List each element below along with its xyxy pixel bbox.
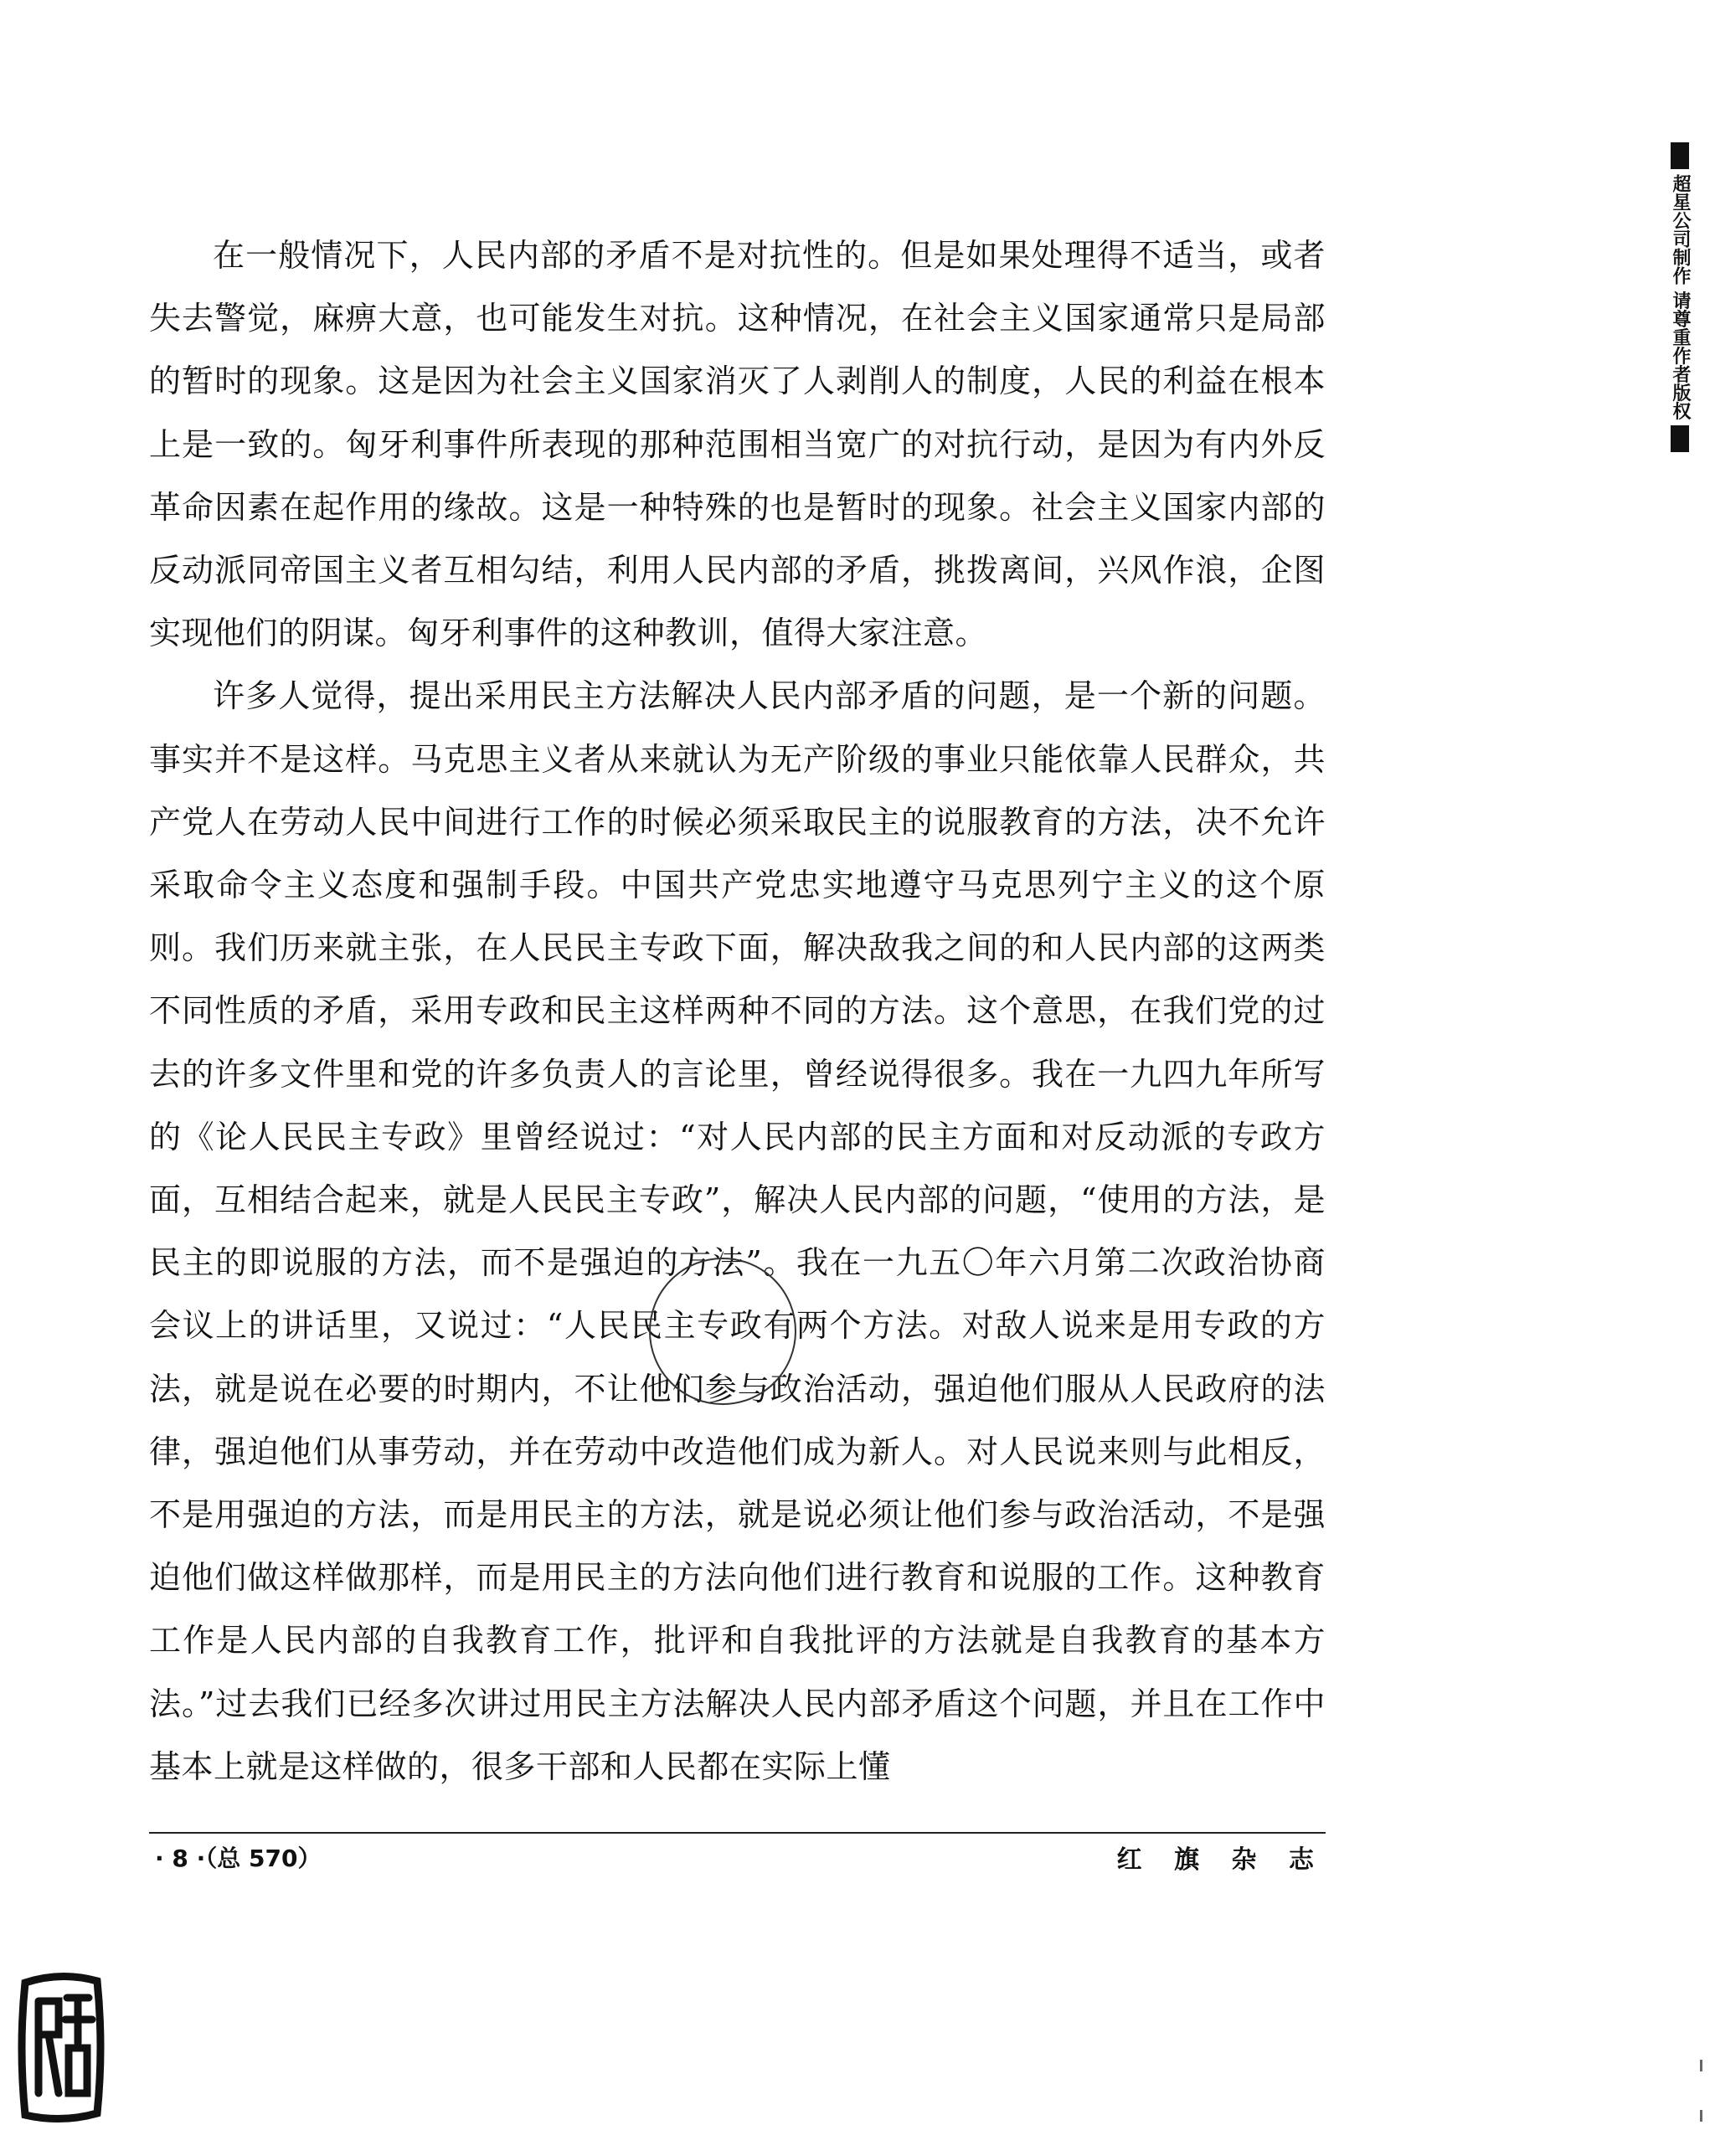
- copyright-notice: 超星公司制作 请尊重作者版权: [1670, 174, 1691, 420]
- copyright-side-strip: [1669, 142, 1691, 452]
- journal-name: 红 旗 杂 志: [1116, 1845, 1326, 1875]
- paragraph-2: 许多人觉得，提出采用民主方法解决人民内部矛盾的问题，是一个新的问题。事实并不是这样。马克思主义者从来就认为无产阶级的事业只能依靠人民群众，共产党人在劳动人民中间进行工作的时候必须采取民主的说服教育的方法，决不允许采取命令主义态度和强制手段。中国共产党忠实地遵守马克思列宁主义的这个原则。我们历来就主张，在人民民主专政下面，解决敌我之间的和人民内部的这两类不同性质的矛盾，采用专政和民主这样两种不同的方法。这个意思，在我们党的过去的许多文件里和党的许多负责人的言论里，曾经说得很多。我在一九四九年所写的《论人民民主专政》里曾经说过：“对人民内部的民主方面和对反动派的专政方面，互相结合起来，就是人民民主专政”，解决人民内部的问题，“使用的方法，是民主的即说服的方法，而不是强迫的方法”。我在一九五〇年六月第二次政治协商会议上的讲话里，又说过：“人民民主专政有两个方法。对敌人说来是用专政的方法，就是说在必要的时期内，不让他们参与政治活动，强迫他们服从人民政府的法律，强迫他们从事劳动，并在劳动中改造他们成为新人。对人民说来则与此相反，不是用强迫的方法，而是用民主的方法，就是说必须让他们参与政治活动，不是强迫他们做这样做那样，而是用民主的方法向他们进行教育和说服的工作。这种教育工作是人民内部的自我教育工作，批评和自我批评的方法就是自我教育的基本方法。”过去我们已经多次讲过用民主方法解决人民内部矛盾这个问题，并且在工作中基本上就是这样做的，很多干部和人民都在实际上懂: [149, 677, 1326, 1785]
- footer-rule: [149, 1832, 1326, 1834]
- page-folio: · 8 ·（总 570）: [155, 1845, 322, 1872]
- hand-drawn-circle-mark: [649, 1258, 796, 1405]
- scan-mark: [1700, 2060, 1702, 2071]
- scan-mark: [1700, 2110, 1702, 2122]
- article-body: [149, 224, 1326, 1798]
- side-strip-top-bar: [1671, 142, 1689, 169]
- side-strip-bottom-bar: [1671, 425, 1689, 452]
- seal-stamp-icon: [15, 1968, 107, 2127]
- paragraph-1: 在一般情况下，人民内部的矛盾不是对抗性的。但是如果处理得不适当，或者失去警觉，麻痹大意，也可能发生对抗。这种情况，在社会主义国家通常只是局部的暂时的现象。这是因为社会主义国家消灭了人剥削人的制度，人民的利益在根本上是一致的。匈牙利事件所表现的那种范围相当宽广的对抗行动，是因为有内外反革命因素在起作用的缘故。这是一种特殊的也是暂时的现象。社会主义国家内部的反动派同帝国主义者互相勾结，利用人民内部的矛盾，挑拨离间，兴风作浪，企图实现他们的阴谋。匈牙利事件的这种教训，值得大家注意。: [149, 237, 1326, 652]
